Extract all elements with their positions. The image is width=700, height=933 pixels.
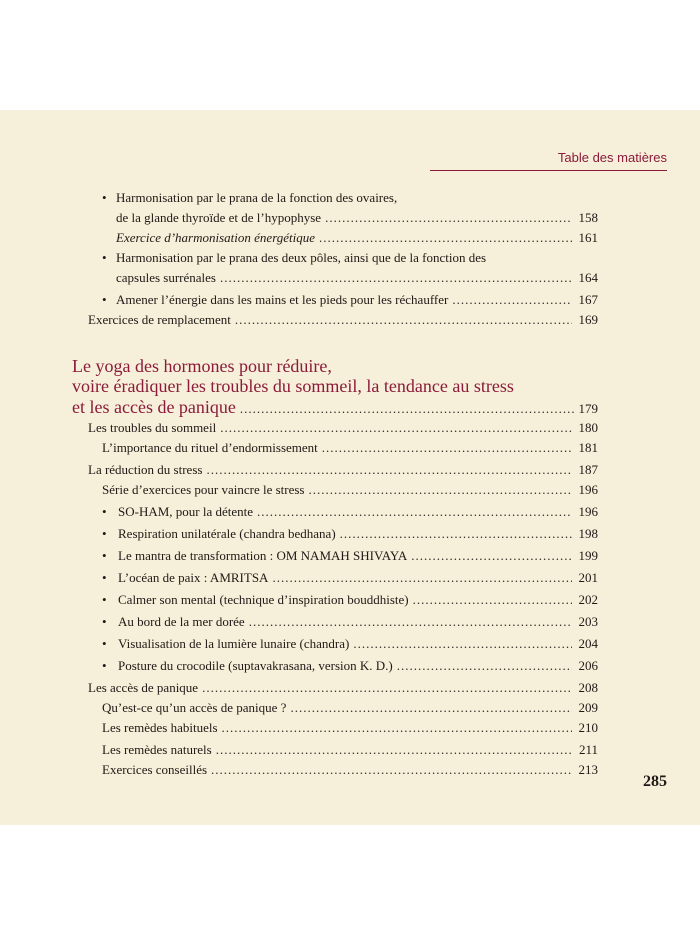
dot-leader — [240, 401, 575, 417]
toc-entry-title: Calmer son mental (technique d’inspiration bouddhiste) — [118, 592, 409, 607]
dot-leader — [202, 678, 572, 698]
dot-leader — [249, 612, 572, 632]
toc-page-number: 158 — [578, 210, 598, 225]
toc-page-number: 179 — [578, 401, 598, 416]
toc-page-number: 201 — [578, 570, 598, 585]
section-toc-entry[interactable] — [72, 396, 598, 418]
toc-entry-title: Exercice d’harmonisation énergétique — [116, 230, 316, 245]
book-page — [0, 110, 700, 825]
toc-entry[interactable] — [88, 310, 598, 330]
dot-leader — [322, 438, 572, 458]
dot-leader — [222, 718, 572, 738]
bullet-marker: • — [102, 636, 107, 651]
toc-entry-line: Harmonisation par le prana de la fonction des ovaires, — [116, 190, 398, 205]
bullet-marker: • — [102, 570, 107, 585]
toc-entry[interactable] — [116, 228, 598, 248]
bullet-marker: • — [102, 504, 107, 519]
dot-leader — [220, 418, 572, 438]
toc-page-number: 208 — [578, 680, 598, 695]
toc-page-number: 196 — [578, 482, 598, 497]
toc-entry[interactable] — [118, 656, 598, 676]
toc-entry-title: capsules surrénales — [116, 270, 216, 285]
bullet-marker: • — [102, 592, 107, 607]
toc-page-number: 211 — [578, 742, 598, 757]
toc-entry-title: Amener l’énergie dans les mains et les pieds pour les réchauffer — [116, 292, 449, 307]
running-head: Table des matières — [557, 150, 667, 165]
toc-page-number: 198 — [578, 526, 598, 541]
toc-entry[interactable] — [116, 208, 598, 228]
toc-page-number: 180 — [578, 420, 598, 435]
dot-leader — [272, 568, 572, 588]
toc-entry-title: L’importance du rituel d’endormissement — [102, 440, 318, 455]
toc-page-number: 213 — [578, 762, 598, 777]
toc-page-number: 167 — [578, 292, 598, 307]
bullet-marker: • — [102, 190, 107, 205]
toc-page-number: 164 — [578, 270, 598, 285]
dot-leader — [211, 760, 572, 780]
toc-page-number: 187 — [578, 462, 598, 477]
section-title-line: et les accès de panique — [72, 397, 236, 417]
dot-leader — [319, 228, 572, 248]
dot-leader — [452, 290, 572, 310]
toc-entry[interactable] — [102, 480, 598, 500]
toc-entry[interactable] — [118, 590, 598, 610]
dot-leader — [206, 460, 572, 480]
toc-page-number: 196 — [578, 504, 598, 519]
dot-leader — [290, 698, 572, 718]
dot-leader — [353, 634, 572, 654]
toc-entry-title: Les accès de panique — [88, 680, 199, 695]
toc-entry[interactable] — [102, 760, 598, 780]
dot-leader — [257, 502, 572, 522]
toc-page-number: 199 — [578, 548, 598, 563]
toc-page-number: 169 — [578, 312, 598, 327]
toc-entry[interactable] — [102, 740, 598, 760]
toc-entry[interactable] — [118, 546, 598, 566]
toc-entry-title: Qu’est-ce qu’un accès de panique ? — [102, 700, 287, 715]
dot-leader — [220, 268, 572, 288]
toc-page-number: 209 — [578, 700, 598, 715]
toc-entry[interactable] — [118, 634, 598, 654]
toc-entry[interactable] — [88, 460, 598, 480]
toc-entry-title: Exercices de remplacement — [88, 312, 231, 327]
toc-entry-title: Le mantra de transformation : OM NAMAH SHIVAYA — [118, 548, 408, 563]
toc-entry-title: La réduction du stress — [88, 462, 203, 477]
toc-entry-title: Les remèdes habituels — [102, 720, 218, 735]
dot-leader — [235, 310, 572, 330]
toc-entry[interactable] — [118, 502, 598, 522]
toc-entry[interactable] — [88, 418, 598, 438]
toc-entry[interactable] — [118, 568, 598, 588]
toc-entry-line: Harmonisation par le prana des deux pôles, ainsi que de la fonction des — [116, 250, 487, 265]
toc-page-number: 203 — [578, 614, 598, 629]
dot-leader — [216, 740, 572, 760]
dot-leader — [397, 656, 572, 676]
toc-entry-title: SO-HAM, pour la détente — [118, 504, 254, 519]
toc-entry-title: de la glande thyroïde et de l’hypophyse — [116, 210, 322, 225]
toc-entry-title: Respiration unilatérale (chandra bedhana) — [118, 526, 336, 541]
toc-entry-title: Exercices conseillés — [102, 762, 208, 777]
toc-page-number: 202 — [578, 592, 598, 607]
bullet-marker: • — [102, 658, 107, 673]
page-number: 285 — [643, 773, 667, 790]
dot-leader — [309, 480, 573, 500]
section-title-line: Le yoga des hormones pour réduire, — [72, 356, 332, 376]
toc-entry[interactable] — [102, 698, 598, 718]
toc-page-number: 161 — [578, 230, 598, 245]
toc-page-number: 210 — [578, 720, 598, 735]
toc-entry-title: Posture du crocodile (suptavakrasana, version K. D.) — [118, 658, 393, 673]
toc-entry-title: Série d’exercices pour vaincre le stress — [102, 482, 305, 497]
toc-entry[interactable] — [102, 438, 598, 458]
toc-entry-title: Les troubles du sommeil — [88, 420, 217, 435]
bullet-marker: • — [102, 292, 107, 307]
dot-leader — [411, 546, 572, 566]
toc-page-number: 181 — [578, 440, 598, 455]
section-title-line: voire éradiquer les troubles du sommeil, la tendance au stress — [72, 376, 514, 396]
running-head-rule — [430, 170, 667, 171]
toc-entry[interactable] — [118, 524, 598, 544]
dot-leader — [413, 590, 572, 610]
toc-entry-title: Visualisation de la lumière lunaire (chandra) — [118, 636, 350, 651]
toc-entry[interactable] — [116, 290, 598, 310]
toc-entry[interactable] — [118, 612, 598, 632]
toc-entry-title: L’océan de paix : AMRITSA — [118, 570, 269, 585]
toc-entry[interactable] — [88, 678, 598, 698]
bullet-marker: • — [102, 526, 107, 541]
toc-entry[interactable] — [102, 718, 598, 738]
toc-entry-title: Les remèdes naturels — [102, 742, 212, 757]
toc-page-number: 204 — [578, 636, 598, 651]
bullet-marker: • — [102, 250, 107, 265]
dot-leader — [325, 208, 572, 228]
bullet-marker: • — [102, 548, 107, 563]
bullet-marker: • — [102, 614, 107, 629]
toc-entry-title: Au bord de la mer dorée — [118, 614, 245, 629]
toc-page-number: 206 — [578, 658, 598, 673]
dot-leader — [340, 524, 572, 544]
toc-entry[interactable] — [116, 268, 598, 288]
